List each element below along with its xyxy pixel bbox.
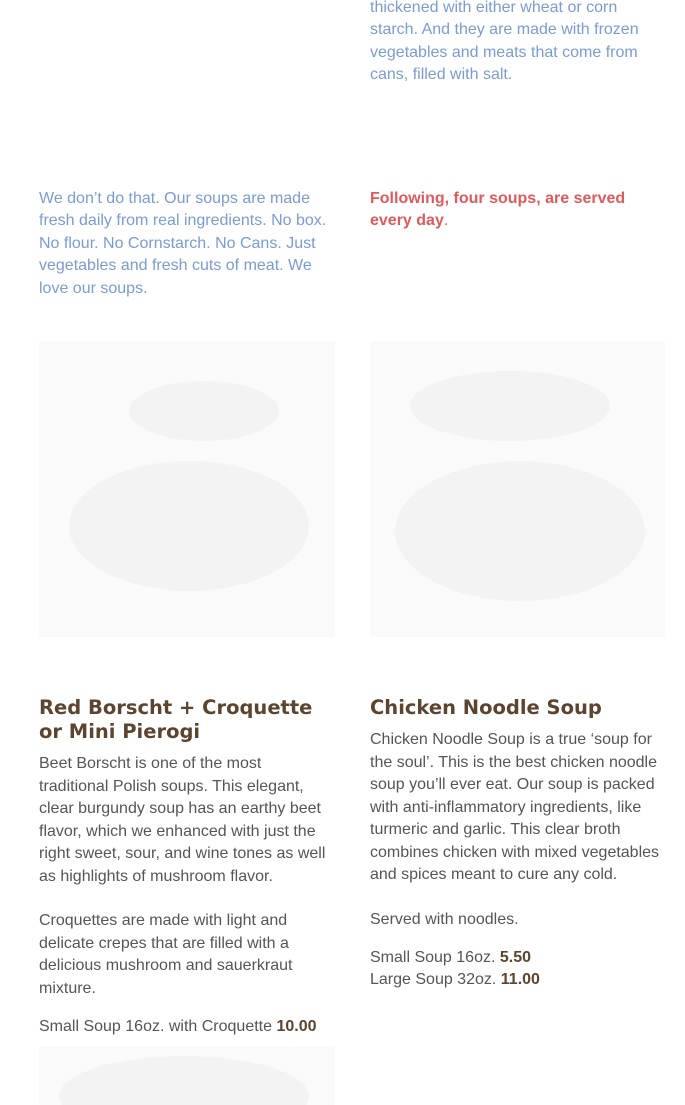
chicken-noodle-description: Chicken Noodle Soup is a true ‘soup for the soul’. This is the best chicken noodle soup you’ll ever eat. Our soup is packed with anti-inflammatory ingredients, like turmeric and garlic. This clear broth combines chicken with mixed vegetables and spices meant to cure any cold. (370, 731, 660, 883)
borscht-description: Beet Borscht is one of the most traditional Polish soups. This elegant, clear burgundy soup has an earthy beet flavor, which we enhanced with just the right sweet, sour, and wine tones as well as highlights of mushroom flavor. (39, 755, 326, 885)
chicken-noodle-title: Chicken Noodle Soup (370, 696, 602, 719)
intro-right-text (370, 188, 650, 233)
daily-soups-highlight: Following, four soups, are served every day (370, 190, 626, 230)
price-value: 11.00 (500, 971, 540, 988)
price-label: Small Soup 16oz. with Croquette (39, 1018, 273, 1035)
chicken-noodle-price-large (370, 969, 540, 991)
price-label: Large Soup 32oz. (370, 971, 497, 988)
intro-top-right-text: thickened with either wheat or corn starch. And they are made with frozen vegetables and meats that come from cans, filled with salt. (370, 0, 639, 84)
next-soup-image (39, 1046, 335, 1105)
borscht-price-small (39, 1016, 317, 1038)
chicken-noodle-served: Served with noodles. (370, 911, 519, 928)
chicken-noodle-price-small (370, 947, 531, 969)
borscht-title: Red Borscht + Croquette or Mini Pierogi (39, 696, 313, 743)
daily-soups-period: . (443, 212, 449, 230)
croquette-description: Croquettes are made with light and delicate crepes that are filled with a delicious mushroom and sauerkraut mixture. (39, 912, 293, 997)
borscht-image (39, 341, 335, 637)
chicken-noodle-image (370, 341, 665, 637)
intro-left-text: We don’t do that. Our soups are made fresh daily from real ingredients. No box. No flour. No Cornstarch. No Cans. Just vegetables and fresh cuts of meat. We love our soups. (39, 190, 327, 297)
price-value: 5.50 (499, 949, 531, 966)
price-label: Small Soup 16oz. (370, 949, 496, 966)
price-value: 10.00 (276, 1018, 317, 1035)
